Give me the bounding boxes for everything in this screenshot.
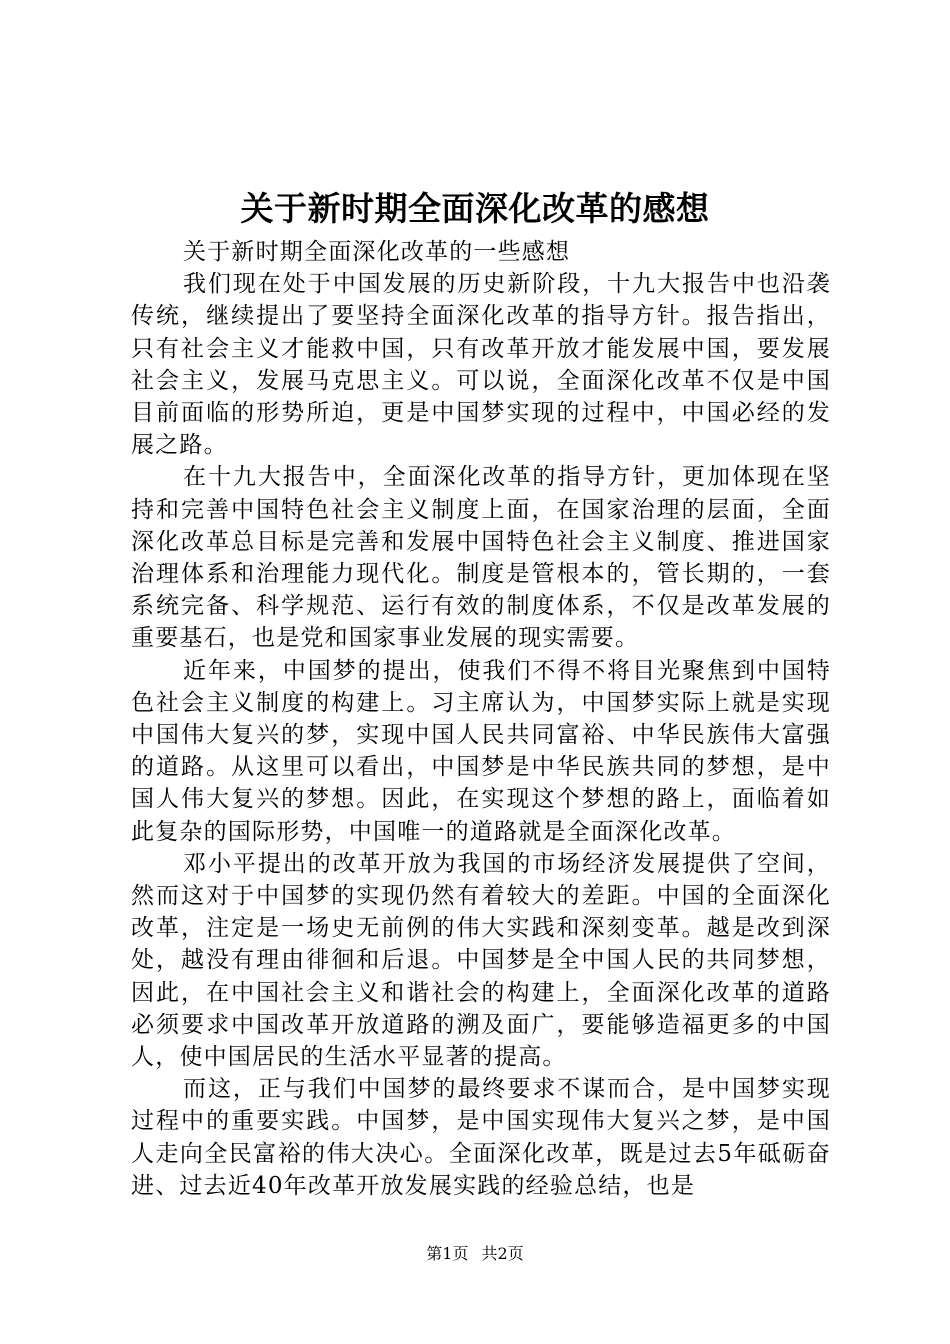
paragraph: 在十九大报告中，全面深化改革的指导方针，更加体现在坚持和完善中国特色社会主义制度上面，在国家治理的层面，全面深化改革总目标是完善和发展中国特色社会主义制度、推进国家治理体系和治理能力现代化。制度是管根本的，管长期的，一套系统完备、科学规范、运行有效的制度体系，不仅是改革发展的重要基石，也是党和国家事业发展的现实需要。 <box>131 464 831 652</box>
paragraph: 邓小平提出的改革开放为我国的市场经济发展提供了空间，然而这对于中国梦的实现仍然有着较大的差距。中国的全面深化改革，注定是一场史无前例的伟大实践和深刻变革。越是改到深处，越没有理由徘徊和后退。中国梦是全中国人民的共同梦想，因此，在中国社会主义和谐社会的构建上，全面深化改革的道路必须要求中国改革开放道路的溯及面广，要能够造福更多的中国人，使中国居民的生活水平显著的提高。 <box>131 850 831 1071</box>
paragraph: 近年来，中国梦的提出，使我们不得不将目光聚焦到中国特色社会主义制度的构建上。习主席认为，中国梦实际上就是实现中国伟大复兴的梦，实现中国人民共同富裕、中华民族伟大富强的道路。从这里可以看出，中国梦是中华民族共同的梦想，是中国人伟大复兴的梦想。因此，在实现这个梦想的路上，面临着如此复杂的国际形势，中国唯一的道路就是全面深化改革。 <box>131 657 831 845</box>
document-title: 关于新时期全面深化改革的感想 <box>240 189 710 228</box>
page-footer <box>0 1243 950 1265</box>
page-total: 共2页 <box>481 1244 524 1263</box>
page-number: 第1页 <box>426 1244 469 1263</box>
paragraph: 而这，正与我们中国梦的最终要求不谋而合，是中国梦实现过程中的重要实践。中国梦，是中国实现伟大复兴之梦，是中国人走向全民富裕的伟大决心。全面深化改革，既是过去5年砥砺奋进、过去近40年改革开放发展实践的经验总结，也是 <box>131 1076 831 1199</box>
paragraph-subtitle: 关于新时期全面深化改革的一些感想 <box>183 239 571 265</box>
paragraph: 我们现在处于中国发展的历史新阶段，十九大报告中也沿袭传统，继续提出了要坚持全面深化改革的指导方针。报告指出，只有社会主义才能救中国，只有改革开放才能发展中国，要发展社会主义，发展马克思主义。可以说，全面深化改革不仅是中国目前面临的形势所迫，更是中国梦实现的过程中，中国必经的发展之路。 <box>131 271 831 459</box>
document-body <box>131 236 831 1202</box>
